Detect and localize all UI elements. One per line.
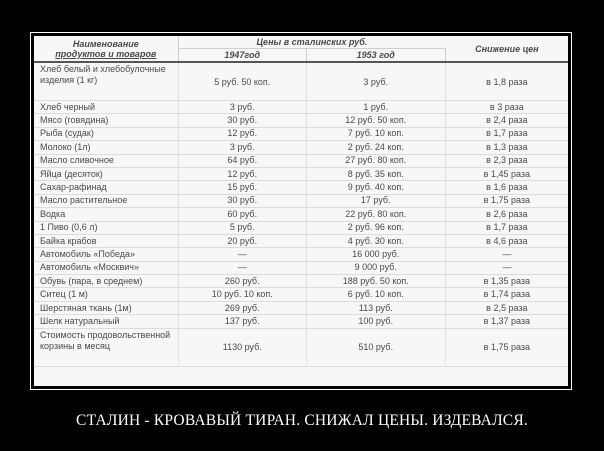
row-price-1947: 3 руб. (178, 101, 306, 114)
table-row (34, 141, 568, 154)
poster-frame (30, 32, 572, 390)
table-row (34, 127, 568, 140)
table-row (34, 234, 568, 247)
row-price-1947: 64 руб. (178, 154, 306, 167)
row-reduction: в 1,7 раза (445, 127, 568, 140)
row-price-1947: 12 руб. (178, 167, 306, 180)
table-row (34, 167, 568, 180)
row-price-1953: 1 руб. (306, 101, 445, 114)
row-reduction: в 2,3 раза (445, 154, 568, 167)
row-reduction: в 2,4 раза (445, 114, 568, 127)
row-price-1953: 6 руб. 10 коп. (306, 288, 445, 301)
row-price-1947: 20 руб. (178, 234, 306, 247)
header-name-line2: продуктов и товаров (55, 48, 157, 59)
table-row (34, 328, 568, 366)
row-name: Хлеб белый и хлебобулочные изделия (1 кг) (34, 62, 178, 101)
row-price-1953: 22 руб. 80 коп. (306, 208, 445, 221)
row-reduction: в 1,35 раза (445, 275, 568, 288)
row-name: Рыба (судак) (34, 127, 178, 140)
row-price-1953: 113 руб. (306, 301, 445, 314)
table-row (34, 301, 568, 314)
row-price-1947: 60 руб. (178, 208, 306, 221)
row-price-1947: — (178, 261, 306, 274)
row-reduction: в 1,7 раза (445, 221, 568, 234)
table-row (34, 261, 568, 274)
row-name: 1 Пиво (0,6 л) (34, 221, 178, 234)
row-price-1947: 5 руб. 50 коп. (178, 62, 306, 101)
table-row (34, 194, 568, 207)
row-price-1947: 1130 руб. (178, 328, 306, 366)
row-price-1947: 260 руб. (178, 275, 306, 288)
row-name: Сахар-рафинад (34, 181, 178, 194)
row-reduction: в 1,75 раза (445, 194, 568, 207)
row-price-1953: 27 руб. 80 коп. (306, 154, 445, 167)
row-price-1953: 100 руб. (306, 315, 445, 328)
header-prices: Цены в сталинских руб. (178, 36, 445, 49)
row-name: Ситец (1 м) (34, 288, 178, 301)
row-name: Шерстяная ткань (1м) (34, 301, 178, 314)
row-price-1947: 269 руб. (178, 301, 306, 314)
row-price-1953: 188 руб. 50 коп. (306, 275, 445, 288)
table-row (34, 221, 568, 234)
row-price-1947: 15 руб. (178, 181, 306, 194)
table-row (34, 275, 568, 288)
row-price-1947: 10 руб. 10 коп. (178, 288, 306, 301)
table-row (34, 114, 568, 127)
row-reduction: в 1,3 раза (445, 141, 568, 154)
row-price-1953: 16 000 руб. (306, 248, 445, 261)
row-reduction: — (445, 248, 568, 261)
table-row (34, 154, 568, 167)
row-reduction: в 2,6 раза (445, 208, 568, 221)
row-name: Автомобиль «Москвич» (34, 261, 178, 274)
row-reduction: в 1,8 раза (445, 62, 568, 101)
row-price-1953: 510 руб. (306, 328, 445, 366)
row-name: Шелк натуральный (34, 315, 178, 328)
row-reduction: в 3 раза (445, 101, 568, 114)
row-price-1953: 3 руб. (306, 62, 445, 101)
header-reduction: Снижение цен (445, 36, 568, 62)
row-price-1947: 5 руб. (178, 221, 306, 234)
row-price-1953: 7 руб. 10 коп. (306, 127, 445, 140)
table-row (34, 181, 568, 194)
row-price-1953: 2 руб. 24 коп. (306, 141, 445, 154)
price-table-sheet (34, 36, 568, 386)
row-name: Обувь (пара, в среднем) (34, 275, 178, 288)
table-row (34, 315, 568, 328)
row-price-1953: 2 руб. 96 коп. (306, 221, 445, 234)
row-price-1947: 30 руб. (178, 194, 306, 207)
row-name: Масло сливочное (34, 154, 178, 167)
row-name: Молоко (1л) (34, 141, 178, 154)
table-body (34, 62, 568, 366)
row-reduction: в 4,6 раза (445, 234, 568, 247)
row-name: Автомобиль «Победа» (34, 248, 178, 261)
caption-text: СТАЛИН - КРОВАВЫЙ ТИРАН. СНИЖАЛ ЦЕНЫ. ИЗДЕВАЛСЯ. (76, 412, 528, 429)
header-year-1947: 1947год (178, 49, 306, 63)
row-price-1947: 12 руб. (178, 127, 306, 140)
row-price-1953: 4 руб. 30 коп. (306, 234, 445, 247)
row-reduction: в 1,6 раза (445, 181, 568, 194)
header-name (34, 36, 178, 62)
row-price-1947: 3 руб. (178, 141, 306, 154)
row-name: Хлеб черный (34, 101, 178, 114)
row-price-1947: 137 руб. (178, 315, 306, 328)
row-name: Яйца (десяток) (34, 167, 178, 180)
row-reduction: в 1,75 раза (445, 328, 568, 366)
row-reduction: в 1,74 раза (445, 288, 568, 301)
row-reduction: — (445, 261, 568, 274)
table-row (34, 208, 568, 221)
row-price-1947: — (178, 248, 306, 261)
header-year-1953: 1953 год (306, 49, 445, 63)
table-row (34, 62, 568, 101)
row-reduction: в 2,5 раза (445, 301, 568, 314)
row-name: Стоимость продовольственной корзины в месяц (34, 328, 178, 366)
row-name: Байка крабов (34, 234, 178, 247)
header-name-line1: Наименование (72, 38, 139, 49)
row-price-1953: 9 000 руб. (306, 261, 445, 274)
row-price-1947: 30 руб. (178, 114, 306, 127)
row-reduction: в 1,45 раза (445, 167, 568, 180)
table-row (34, 101, 568, 114)
row-name: Мясо (говядина) (34, 114, 178, 127)
price-table (34, 36, 568, 367)
row-price-1953: 8 руб. 35 коп. (306, 167, 445, 180)
row-price-1953: 12 руб. 50 коп. (306, 114, 445, 127)
table-row (34, 248, 568, 261)
row-reduction: в 1,37 раза (445, 315, 568, 328)
table-row (34, 288, 568, 301)
row-name: Масло растительное (34, 194, 178, 207)
row-price-1953: 9 руб. 40 коп. (306, 181, 445, 194)
row-price-1953: 17 руб. (306, 194, 445, 207)
row-name: Водка (34, 208, 178, 221)
